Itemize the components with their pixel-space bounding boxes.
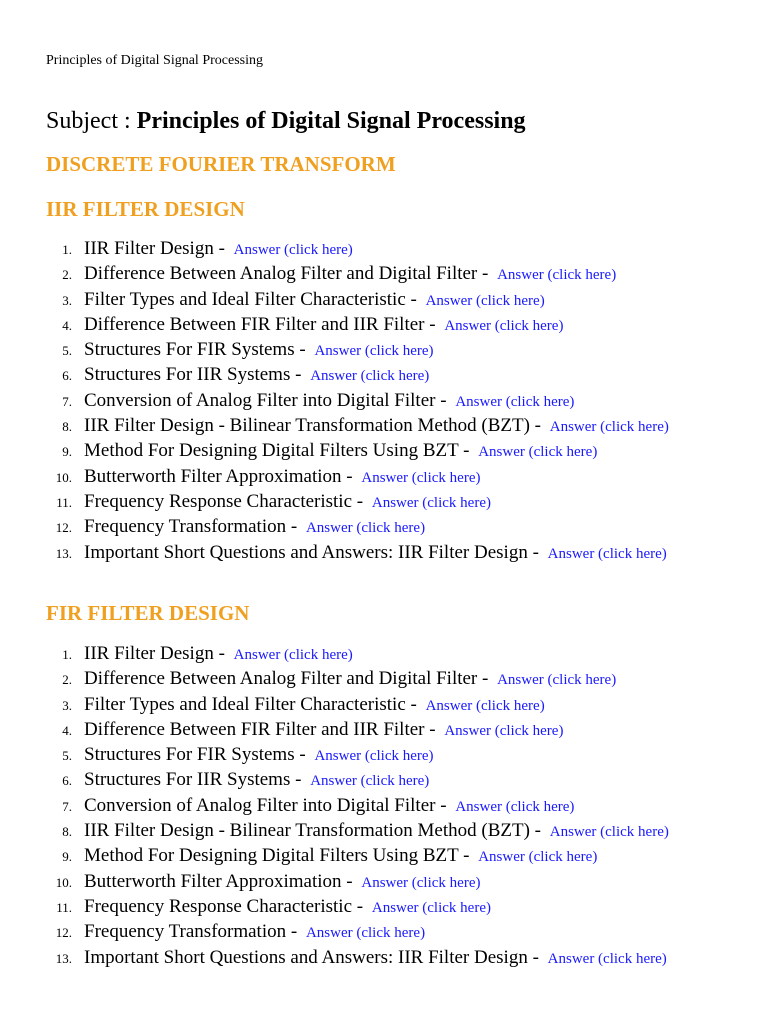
item-number: 11. [56,494,72,510]
item-number: 2. [62,672,72,688]
list-item [46,719,736,742]
answer-link[interactable]: Answer (click here) [444,317,564,334]
item-number: 12. [55,520,72,536]
answer-link[interactable]: Answer (click here) [478,444,598,461]
item-number: 6. [62,773,72,789]
item-number: 7. [62,798,72,814]
answer-link[interactable]: Answer (click here) [425,292,545,309]
list-item [46,364,736,387]
answer-link[interactable]: Answer (click here) [314,748,434,765]
list-item [46,694,736,717]
item-number: 8. [62,419,72,435]
item-title: IIR Filter Design - Bilinear Transformation Method (BZT) - [84,820,541,842]
section-heading-dft: DISCRETE FOURIER TRANSFORM [46,152,396,176]
item-title: Frequency Response Characteristic - [84,895,364,917]
item-number: 10. [55,469,72,485]
item-title: Structures For IIR Systems - [84,364,302,386]
item-number: 11. [56,899,72,915]
answer-link[interactable]: Answer (click here) [233,242,353,258]
list-item [46,643,736,666]
answer-link[interactable]: Answer (click here) [305,520,426,537]
item-title: Difference Between Analog Filter and Digital Filter - [84,668,489,690]
answer-link[interactable]: Answer (click here) [371,899,491,916]
item-title: Method For Designing Digital Filters Using BZT - [84,845,470,867]
answer-link[interactable]: Answer (click here) [547,545,667,562]
answer-link[interactable]: Answer (click here) [361,469,481,486]
answer-link[interactable]: Answer (click here) [310,773,430,790]
list-item [46,845,736,868]
answer-link[interactable]: Answer (click here) [497,672,617,689]
answer-link[interactable]: Answer (click here) [444,722,564,739]
item-number: 4. [62,317,72,333]
item-title: Structures For FIR Systems - [84,744,306,766]
answer-link[interactable]: Answer (click here) [549,824,669,841]
subject-title [46,106,526,136]
answer-link[interactable]: Answer (click here) [547,950,667,967]
item-title: Frequency Transformation - [84,516,298,538]
item-title: Difference Between FIR Filter and IIR Filter - [84,313,436,335]
list-item [46,491,736,514]
list-item [46,820,736,843]
item-number: 5. [62,343,72,359]
list-item [46,668,736,691]
item-title: Frequency Response Characteristic - [84,490,364,512]
answer-link[interactable]: Answer (click here) [305,925,426,942]
item-number: 3. [62,697,72,713]
section-heading-iir: IIR FILTER DESIGN [46,197,245,221]
item-number: 13. [55,950,72,966]
item-title: IIR Filter Design - [84,238,225,259]
answer-link[interactable]: Answer (click here) [455,798,575,815]
item-number: 1. [62,647,72,662]
list-item [46,871,736,894]
item-title: Conversion of Analog Filter into Digital Filter - [84,389,447,411]
item-title: Structures For FIR Systems - [84,339,306,361]
item-number: 4. [62,722,72,738]
list-item [46,314,736,337]
iir-topic-list [46,238,736,567]
item-title: Frequency Transformation - [84,921,298,943]
item-number: 12. [55,925,72,941]
item-title: IIR Filter Design - Bilinear Transformation Method (BZT) - [84,415,541,437]
item-title: Butterworth Filter Approximation - [84,465,353,487]
list-item [46,769,736,792]
list-item [46,516,736,539]
item-title: Butterworth Filter Approximation - [84,870,353,892]
item-title: Structures For IIR Systems - [84,769,302,791]
item-number: 8. [62,824,72,840]
answer-link[interactable]: Answer (click here) [497,267,617,284]
list-item [46,339,736,362]
list-item [46,390,736,413]
item-number: 2. [62,267,72,283]
page-header: Principles of Digital Signal Processing [46,53,263,68]
subject-label: Subject : [46,108,131,134]
item-number: 13. [55,545,72,561]
answer-link[interactable]: Answer (click here) [371,494,491,511]
item-title: IIR Filter Design - [84,643,225,664]
item-title: Important Short Questions and Answers: IIR Filter Design - [84,946,539,968]
answer-link[interactable]: Answer (click here) [425,697,545,714]
list-item [46,896,736,919]
item-number: 3. [62,292,72,308]
item-title: Conversion of Analog Filter into Digital Filter - [84,794,447,816]
item-title: Filter Types and Ideal Filter Characteristic - [84,693,417,715]
item-number: 9. [62,849,72,865]
item-number: 5. [62,748,72,764]
item-number: 6. [62,368,72,384]
item-title: Difference Between Analog Filter and Digital Filter - [84,263,489,285]
answer-link[interactable]: Answer (click here) [549,419,669,436]
answer-link[interactable]: Answer (click here) [233,647,353,663]
item-number: 7. [62,393,72,409]
answer-link[interactable]: Answer (click here) [478,849,598,866]
list-item [46,466,736,489]
list-item [46,744,736,767]
list-item [46,238,736,261]
item-number: 1. [62,242,72,257]
item-number: 10. [55,874,72,890]
section-heading-fir: FIR FILTER DESIGN [46,601,250,625]
answer-link[interactable]: Answer (click here) [314,343,434,360]
list-item [46,263,736,286]
item-title: Difference Between FIR Filter and IIR Filter - [84,718,436,740]
list-item [46,289,736,312]
answer-link[interactable]: Answer (click here) [361,874,481,891]
item-number: 9. [62,444,72,460]
item-title: Method For Designing Digital Filters Using BZT - [84,440,470,462]
item-title: Filter Types and Ideal Filter Characteristic - [84,288,417,310]
list-item [46,947,736,970]
subject-name: Principles of Digital Signal Processing [136,108,526,134]
list-item [46,542,736,565]
list-item [46,415,736,438]
fir-topic-list [46,643,736,972]
answer-link[interactable]: Answer (click here) [455,393,575,410]
list-item [46,921,736,944]
list-item [46,440,736,463]
list-item [46,795,736,818]
answer-link[interactable]: Answer (click here) [310,368,430,385]
item-title: Important Short Questions and Answers: IIR Filter Design - [84,541,539,563]
